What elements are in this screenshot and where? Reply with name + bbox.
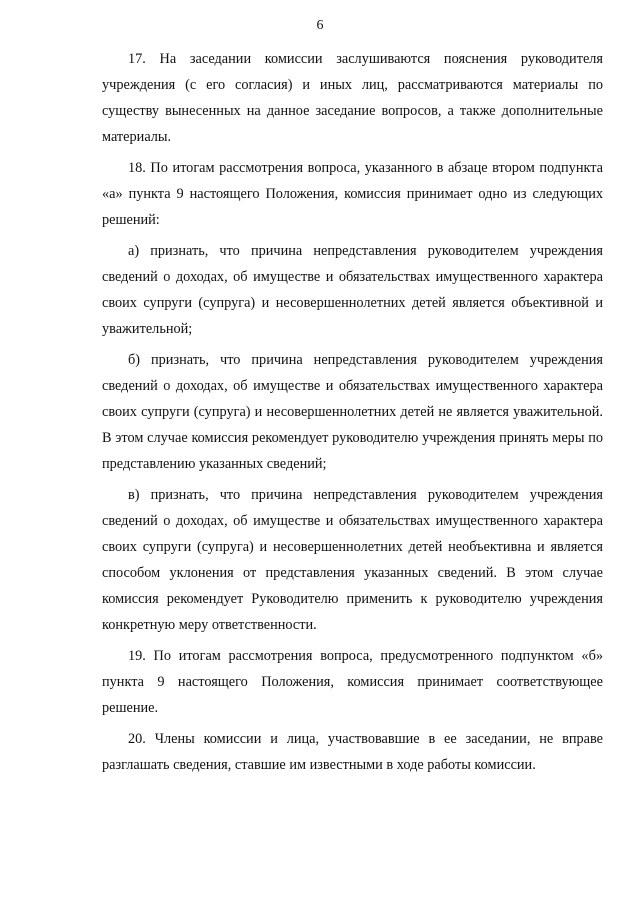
paragraph-18-a: а) признать, что причина непредставления руководителем учреждения сведений о доходах, об имуществе и обязательствах имущественного характера своих супруги (супруга) и несовершеннолетних детей является объективной и уважительной; [102,243,603,337]
paragraph-17: 17. На заседании комиссии заслушиваются пояснения руководителя учреждения (с его согласия) и иных лиц, рассматриваются материалы по существу вынесенных на данное заседание вопросов, а также дополнительные материалы. [102,51,603,145]
paragraph-19: 19. По итогам рассмотрения вопроса, предусмотренного подпунктом «б» пункта 9 настоящего Положения, комиссия принимает соответствующее решение. [102,648,603,716]
paragraph-18-v: в) признать, что причина непредставления руководителем учреждения сведений о доходах, об имуществе и обязательствах имущественного характера своих супруги (супруга) и несовершеннолетних детей необъективна и является способом уклонения от представления указанных сведений. В этом случае комиссия рекомендует Руководителю применить к руководителю учреждения конкретную меру ответственности. [102,487,603,633]
paragraph-18: 18. По итогам рассмотрения вопроса, указанного в абзаце втором подпункта «а» пункта 9 настоящего Положения, комиссия принимает одно из следующих решений: [102,160,603,228]
page-number: 6 [316,18,324,33]
paragraph-18-b: б) признать, что причина непредставления руководителем учреждения сведений о доходах, об имуществе и обязательствах имущественного характера своих супруги (супруга) и несовершеннолетних детей не является уважительной. В этом случае комиссия рекомендует руководителю учреждения принять меры по представлению указанных сведений; [102,352,603,472]
paragraph-20: 20. Члены комиссии и лица, участвовавшие в ее заседании, не вправе разглашать сведения, ставшие им известными в ходе работы комиссии. [102,731,603,773]
document-body [102,46,603,778]
